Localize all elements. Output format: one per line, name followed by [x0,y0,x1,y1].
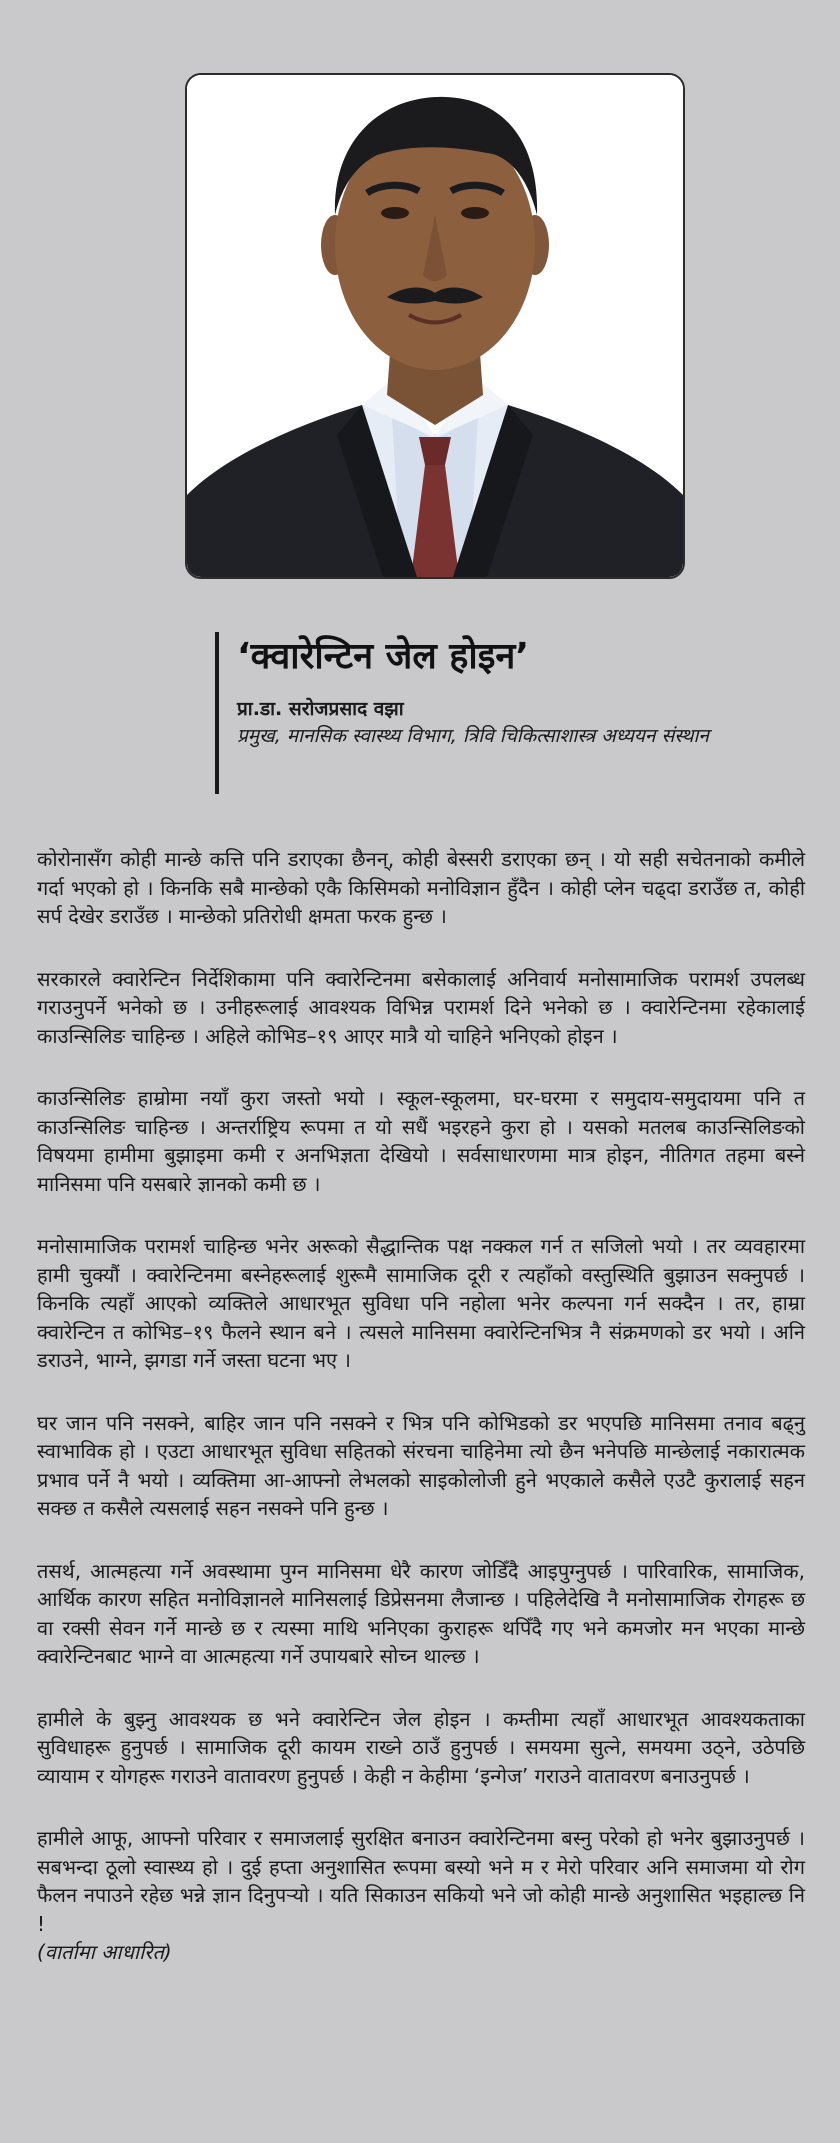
article-paragraph: हामीले के बुझ्नु आवश्यक छ भने क्वारेन्टिन जेल होइन । कम्तीमा त्यहाँ आधारभूत आवश्यकताका सुविधाहरू हुनुपर्छ । सामाजिक दूरी कायम राख्ने ठाउँ हुनुपर्छ । समयमा सुत्ने, समयमा उठ्ने, उठेपछि व्यायाम र योगहरू गराउने वातावरण हुनुपर्छ । केही न केहीमा ‘इन्गेज’ गराउने वातावरण बनाउनुपर्छ । [37,1706,805,1788]
portrait-illustration [187,75,683,577]
headline-block [215,632,775,794]
headline: ‘क्वारेन्टिन जेल होइन’ [237,636,530,677]
article-paragraph: कोरोनासँग कोही मान्छे कत्ति पनि डराएका छैनन्, कोही बेस्सरी डराएका छन् । यो सही सचेतनाको कमीले गर्दा भएको हो । किनकि सबै मान्छेको एकै किसिमको मनोविज्ञान हुँदैन । कोही प्लेन चढ्दा डराउँछ त, कोही सर्प देखेर डराउँछ । मान्छेको प्रतिरोधी क्षमता फरक हुन्छ । [37,847,805,928]
author-photo [185,73,685,579]
article-body [37,845,805,1966]
author-title: प्रमुख, मानसिक स्वास्थ्य विभाग, त्रिवि चिकित्साशास्त्र अध्ययन संस्थान [237,725,709,747]
article-paragraph: घर जान पनि नसक्ने, बाहिर जान पनि नसक्ने र भित्र पनि कोभिडको डर भएपछि मानिसमा तनाव बढ्नु स्वाभाविक हो । एउटा आधारभूत सुविधा सहितको संरचना चाहिनेमा त्यो छैन भनेपछि मान्छेलाई नकारात्मक प्रभाव पर्ने नै भयो । व्यक्तिमा आ-आफ्नो लेभलको साइकोलोजी हुने भएकाले कसैले एउटै कुरालाई सहन सक्छ त कसैले त्यसलाई सहन नसक्ने पनि हुन्छ । [37,1410,805,1520]
article-paragraph: मनोसामाजिक परामर्श चाहिन्छ भनेर अरूको सैद्धान्तिक पक्ष नक्कल गर्न त सजिलो भयो । तर व्यवहारमा हामी चुक्यौं । क्वारेन्टिनमा बस्नेहरूलाई शुरूमै सामाजिक दूरी र त्यहाँको वस्तुस्थिति बुझाउन सक्नुपर्छ । किनकि त्यहाँ आएको व्यक्तिले आधारभूत सुविधा पनि नहोला भनेर कल्पना गर्न सक्दैन । तर, हाम्रा क्वारेन्टिन त कोभिड–१९ फैलने स्थान बने । त्यसले मानिसमा क्वारेन्टिनभित्र नै संक्रमणको डर भयो । अनि डराउने, भाग्ने, झगडा गर्ने जस्ता घटना भए । [37,1234,805,1372]
article-paragraph: काउन्सिलिङ हाम्रोमा नयाँ कुरा जस्तो भयो । स्कूल-स्कूलमा, घर-घरमा र समुदाय-समुदायमा पनि त काउन्सिलिङ चाहिन्छ । अन्तर्राष्ट्रिय रूपमा त यो सधैं भइरहने कुरा हो । यसको मतलब काउन्सिलिङको विषयमा हामीमा बुझाइमा कमी र अनभिज्ञता देखियो । सर्वसाधारणमा मात्र होइन, नीतिगत तहमा बस्ने मानिसमा पनि यसबारे ज्ञानको कमी छ । [37,1086,805,1196]
author-name: प्रा.डा. सरोजप्रसाद वझा [237,698,404,720]
article-paragraph: तसर्थ, आत्महत्या गर्ने अवस्थामा पुग्न मानिसमा धेरै कारण जोडिँदै आइपुग्नुपर्छ । पारिवारिक, सामाजिक, आर्थिक कारण सहित मनोविज्ञानले मानिसलाई डिप्रेसनमा लैजान्छ । पहिलेदेखि नै मनोसामाजिक रोगहरू छ वा रक्सी सेवन गर्ने मान्छे छ र त्यस्मा माथि भनिएका कुराहरू थपिँदै गए भने कमजोर मन भएका मान्छे क्वारेन्टिनबाट भाग्ने वा आत्महत्या गर्ने उपायबारे सोच्न थाल्छ । [37,1558,805,1668]
article-paragraph: हामीले आफू, आफ्नो परिवार र समाजलाई सुरक्षित बनाउन क्वारेन्टिनमा बस्नु परेको हो भनेर बुझाउनुपर्छ । सबभन्दा ठूलो स्वास्थ्य हो । दुई हप्ता अनुशासित रूपमा बस्यो भने म र मेरो परिवार अनि समाजमा यो रोग फैलन नपाउने रहेछ भन्ने ज्ञान दिनुपर्‍यो । यति सिकाउन सकियो भने जो कोही मान्छे अनुशासित भइहाल्छ नि ! [37,1826,805,1936]
source-note: (वार्तामा आधारित) [37,1940,172,1964]
article-paragraph: सरकारले क्वारेन्टिन निर्देशिकामा पनि क्वारेन्टिनमा बसेकालाई अनिवार्य मनोसामाजिक परामर्श उपलब्ध गराउनुपर्ने भनेको छ । उनीहरूलाई आवश्यक विभिन्न परामर्श दिने भनेको छ । क्वारेन्टिनमा रहेकालाई काउन्सिलिङ चाहिन्छ । अहिले कोभिड–१९ आएर मात्रै यो चाहिने भनिएको होइन । [37,966,805,1048]
